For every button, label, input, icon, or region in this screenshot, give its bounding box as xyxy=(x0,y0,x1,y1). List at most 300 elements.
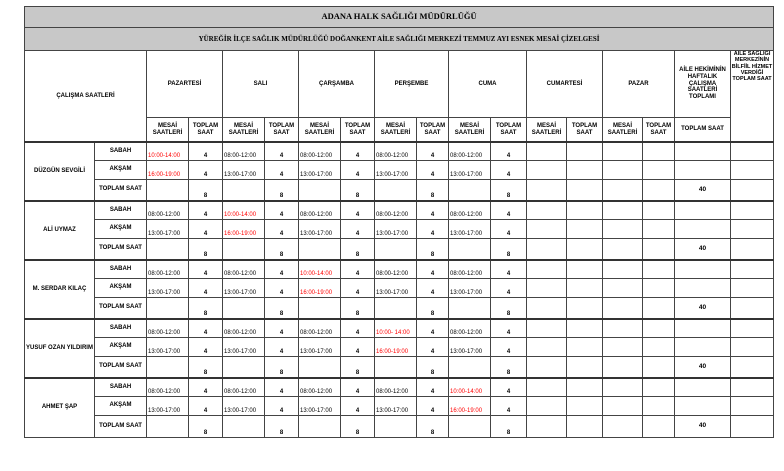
table-row xyxy=(25,378,774,397)
shift-hours: 4 xyxy=(189,220,223,239)
shift-label-sabah: SABAH xyxy=(95,201,147,220)
weekly-total: 40 xyxy=(675,179,731,201)
shift-time: 13:00-17:00 xyxy=(449,220,491,239)
day-header-thursday: PERŞEMBE xyxy=(375,51,449,118)
empty-cell xyxy=(147,179,189,201)
empty-cell xyxy=(731,179,774,201)
day-total: 8 xyxy=(189,297,223,319)
empty-cell xyxy=(731,415,774,437)
toplam-col-header: TOPLAM SAAT xyxy=(417,118,449,143)
empty-cell xyxy=(299,238,341,260)
empty-cell xyxy=(603,201,643,220)
mesai-col-header: MESAİ SAATLERİ xyxy=(603,118,643,143)
day-total: 8 xyxy=(341,297,375,319)
empty-cell xyxy=(527,179,567,201)
shift-hours: 4 xyxy=(417,338,449,357)
day-total: 8 xyxy=(341,415,375,437)
empty-cell xyxy=(567,378,603,397)
shift-time: 13:00-17:00 xyxy=(147,279,189,298)
empty-cell xyxy=(731,238,774,260)
day-header-friday: CUMA xyxy=(449,51,527,118)
center-total-header: AİLE SAĞLIĞI MERKEZİNİN BİLFİİL HİZMET VERDİĞİ TOPLAM SAAT xyxy=(731,51,774,143)
day-total: 8 xyxy=(491,179,527,201)
table-row xyxy=(25,338,774,357)
shift-label-sabah: SABAH xyxy=(95,319,147,338)
shift-label-aksam: AKŞAM xyxy=(95,220,147,239)
day-total: 8 xyxy=(189,415,223,437)
day-header-saturday: CUMARTESİ xyxy=(527,51,603,118)
shift-hours: 4 xyxy=(491,279,527,298)
shift-hours: 4 xyxy=(265,279,299,298)
empty-cell xyxy=(567,201,603,220)
empty-cell xyxy=(731,279,774,298)
sheet-subtitle: YÜREĞİR İLÇE SAĞLIK MÜDÜRLÜĞÜ DOĞANKENT AİLE SAĞLIĞI MERKEZİ TEMMUZ AYI ESNEK MESAİ ÇİZELGESİ xyxy=(25,28,774,51)
shift-hours: 4 xyxy=(189,201,223,220)
empty-cell xyxy=(731,260,774,279)
shift-time: 13:00-17:00 xyxy=(299,220,341,239)
shift-time: 08:00-12:00 xyxy=(449,142,491,161)
empty-cell xyxy=(223,356,265,378)
empty-cell xyxy=(527,338,567,357)
staff-name: M. SERDAR KILAÇ xyxy=(25,260,95,319)
table-row xyxy=(25,260,774,279)
day-total: 8 xyxy=(265,356,299,378)
shift-hours: 4 xyxy=(265,220,299,239)
empty-cell xyxy=(375,415,417,437)
shift-time: 08:00-12:00 xyxy=(223,260,265,279)
shift-hours: 4 xyxy=(341,397,375,416)
shift-time: 08:00-12:00 xyxy=(449,319,491,338)
empty-cell xyxy=(375,297,417,319)
empty-cell xyxy=(567,297,603,319)
weekly-total: 40 xyxy=(675,297,731,319)
empty-cell xyxy=(731,161,774,180)
shift-time: 08:00-12:00 xyxy=(147,260,189,279)
shift-time: 13:00-17:00 xyxy=(375,279,417,298)
day-total: 8 xyxy=(341,238,375,260)
empty-cell xyxy=(147,297,189,319)
shift-hours: 4 xyxy=(341,142,375,161)
empty-cell xyxy=(449,415,491,437)
schedule-table xyxy=(24,6,774,438)
day-total: 8 xyxy=(265,415,299,437)
empty-cell xyxy=(527,220,567,239)
shift-hours: 4 xyxy=(265,397,299,416)
shift-hours: 4 xyxy=(491,338,527,357)
empty-cell xyxy=(603,378,643,397)
shift-time: 08:00-12:00 xyxy=(223,378,265,397)
empty-cell xyxy=(731,397,774,416)
toplam-col-header: TOPLAM SAAT xyxy=(341,118,375,143)
staff-name: AHMET ŞAP xyxy=(25,378,95,437)
shift-hours: 4 xyxy=(189,397,223,416)
empty-cell xyxy=(299,297,341,319)
shift-time: 13:00-17:00 xyxy=(299,397,341,416)
shift-hours: 4 xyxy=(265,142,299,161)
empty-cell xyxy=(603,260,643,279)
table-row xyxy=(25,297,774,319)
day-total: 8 xyxy=(189,356,223,378)
mesai-col-header: MESAİ SAATLERİ xyxy=(449,118,491,143)
empty-cell xyxy=(449,238,491,260)
day-total: 8 xyxy=(341,179,375,201)
shift-label-aksam: AKŞAM xyxy=(95,161,147,180)
shift-time: 13:00-17:00 xyxy=(375,220,417,239)
empty-cell xyxy=(675,378,731,397)
day-header-wednesday: ÇARŞAMBA xyxy=(299,51,375,118)
empty-cell xyxy=(147,238,189,260)
empty-cell xyxy=(675,142,731,161)
shift-time: 13:00-17:00 xyxy=(299,161,341,180)
shift-hours: 4 xyxy=(491,378,527,397)
empty-cell xyxy=(643,319,675,338)
shift-hours: 4 xyxy=(341,161,375,180)
shift-time: 08:00-12:00 xyxy=(223,142,265,161)
empty-cell xyxy=(567,142,603,161)
weekly-total-header: AİLE HEKİMİNİN HAFTALIK ÇALIŞMA SAATLERİ TOPLAMI xyxy=(675,51,731,118)
shift-hours: 4 xyxy=(189,338,223,357)
empty-cell xyxy=(731,338,774,357)
table-row xyxy=(25,220,774,239)
empty-cell xyxy=(567,338,603,357)
empty-cell xyxy=(731,142,774,161)
staff-name: ALİ UYMAZ xyxy=(25,201,95,260)
empty-cell xyxy=(527,319,567,338)
toplam-col-header: TOPLAM SAAT xyxy=(265,118,299,143)
empty-cell xyxy=(603,338,643,357)
shift-time: 08:00-12:00 xyxy=(299,142,341,161)
shift-hours: 4 xyxy=(491,397,527,416)
empty-cell xyxy=(299,356,341,378)
empty-cell xyxy=(643,142,675,161)
shift-label-sabah: SABAH xyxy=(95,142,147,161)
shift-hours: 4 xyxy=(265,338,299,357)
shift-time: 13:00-17:00 xyxy=(223,397,265,416)
mesai-col-header: MESAİ SAATLERİ xyxy=(527,118,567,143)
empty-cell xyxy=(603,415,643,437)
staff-name: YUSUF OZAN YILDIRIM xyxy=(25,319,95,378)
empty-cell xyxy=(731,297,774,319)
shift-label-sabah: SABAH xyxy=(95,260,147,279)
shift-label-aksam: AKŞAM xyxy=(95,397,147,416)
empty-cell xyxy=(567,356,603,378)
empty-cell xyxy=(147,356,189,378)
day-header-sunday: PAZAR xyxy=(603,51,675,118)
shift-time: 16:00-19:00 xyxy=(449,397,491,416)
empty-cell xyxy=(223,297,265,319)
empty-cell xyxy=(567,279,603,298)
empty-cell xyxy=(527,297,567,319)
empty-cell xyxy=(675,397,731,416)
toplam-col-header: TOPLAM SAAT xyxy=(643,118,675,143)
day-total: 8 xyxy=(491,238,527,260)
table-row xyxy=(25,279,774,298)
table-row xyxy=(25,356,774,378)
shift-hours: 4 xyxy=(189,319,223,338)
shift-label-total: TOPLAM SAAT xyxy=(95,238,147,260)
day-total: 8 xyxy=(265,238,299,260)
day-total: 8 xyxy=(417,415,449,437)
empty-cell xyxy=(299,179,341,201)
empty-cell xyxy=(675,161,731,180)
shift-time: 08:00-12:00 xyxy=(147,201,189,220)
empty-cell xyxy=(567,179,603,201)
shift-label-total: TOPLAM SAAT xyxy=(95,297,147,319)
empty-cell xyxy=(223,415,265,437)
shift-time: 13:00-17:00 xyxy=(375,161,417,180)
shift-label-sabah: SABAH xyxy=(95,378,147,397)
shift-hours: 4 xyxy=(189,142,223,161)
empty-cell xyxy=(643,179,675,201)
empty-cell xyxy=(675,279,731,298)
shift-hours: 4 xyxy=(341,220,375,239)
shift-hours: 4 xyxy=(417,378,449,397)
shift-hours: 4 xyxy=(265,319,299,338)
empty-cell xyxy=(603,142,643,161)
shift-time: 13:00-17:00 xyxy=(223,338,265,357)
empty-cell xyxy=(603,397,643,416)
empty-cell xyxy=(147,415,189,437)
shift-hours: 4 xyxy=(417,220,449,239)
shift-time: 08:00-12:00 xyxy=(223,319,265,338)
weekly-total: 40 xyxy=(675,238,731,260)
day-total: 8 xyxy=(491,356,527,378)
day-total: 8 xyxy=(491,297,527,319)
shift-time: 08:00-12:00 xyxy=(299,319,341,338)
empty-cell xyxy=(567,319,603,338)
shift-hours: 4 xyxy=(417,319,449,338)
empty-cell xyxy=(643,356,675,378)
empty-cell xyxy=(603,220,643,239)
empty-cell xyxy=(603,179,643,201)
shift-hours: 4 xyxy=(265,378,299,397)
shift-hours: 4 xyxy=(491,161,527,180)
empty-cell xyxy=(375,238,417,260)
mesai-col-header: MESAİ SAATLERİ xyxy=(223,118,265,143)
day-total: 8 xyxy=(341,356,375,378)
empty-cell xyxy=(643,161,675,180)
shift-hours: 4 xyxy=(189,378,223,397)
empty-cell xyxy=(603,319,643,338)
day-total: 8 xyxy=(265,297,299,319)
day-total: 8 xyxy=(417,179,449,201)
shift-hours: 4 xyxy=(491,260,527,279)
empty-cell xyxy=(449,297,491,319)
shift-hours: 4 xyxy=(189,161,223,180)
shift-time: 13:00-17:00 xyxy=(449,161,491,180)
shift-time: 13:00-17:00 xyxy=(299,338,341,357)
shift-hours: 4 xyxy=(265,201,299,220)
shift-time: 08:00-12:00 xyxy=(375,260,417,279)
toplam-col-header: TOPLAM SAAT xyxy=(567,118,603,143)
empty-cell xyxy=(527,238,567,260)
empty-cell xyxy=(731,356,774,378)
shift-hours: 4 xyxy=(417,201,449,220)
table-row xyxy=(25,319,774,338)
table-row xyxy=(25,179,774,201)
table-row xyxy=(25,161,774,180)
empty-cell xyxy=(527,378,567,397)
shift-hours: 4 xyxy=(491,220,527,239)
empty-cell xyxy=(567,260,603,279)
shift-time: 08:00-12:00 xyxy=(299,378,341,397)
shift-hours: 4 xyxy=(341,319,375,338)
shift-time: 16:00-19:00 xyxy=(299,279,341,298)
empty-cell xyxy=(603,161,643,180)
empty-cell xyxy=(527,356,567,378)
day-total: 8 xyxy=(189,238,223,260)
shift-time: 10:00- 14:00 xyxy=(375,319,417,338)
shift-label-total: TOPLAM SAAT xyxy=(95,415,147,437)
sheet-title: ADANA HALK SAĞLIĞI MÜDÜRLÜĞÜ xyxy=(25,7,774,28)
empty-cell xyxy=(527,260,567,279)
mesai-col-header: MESAİ SAATLERİ xyxy=(299,118,341,143)
day-total: 8 xyxy=(417,297,449,319)
mesai-col-header: MESAİ SAATLERİ xyxy=(375,118,417,143)
shift-time: 08:00-12:00 xyxy=(375,201,417,220)
shift-label-aksam: AKŞAM xyxy=(95,338,147,357)
shift-time: 13:00-17:00 xyxy=(147,220,189,239)
toplam-col-header: TOPLAM SAAT xyxy=(491,118,527,143)
empty-cell xyxy=(527,142,567,161)
empty-cell xyxy=(731,378,774,397)
shift-hours: 4 xyxy=(189,279,223,298)
empty-cell xyxy=(643,201,675,220)
shift-time: 08:00-12:00 xyxy=(449,201,491,220)
shift-time: 13:00-17:00 xyxy=(449,279,491,298)
empty-cell xyxy=(731,319,774,338)
empty-cell xyxy=(603,279,643,298)
shift-time: 08:00-12:00 xyxy=(375,142,417,161)
empty-cell xyxy=(567,220,603,239)
day-header-tuesday: SALI xyxy=(223,51,299,118)
empty-cell xyxy=(567,397,603,416)
shift-hours: 4 xyxy=(417,260,449,279)
empty-cell xyxy=(567,238,603,260)
shift-hours: 4 xyxy=(491,142,527,161)
table-row xyxy=(25,415,774,437)
shift-hours: 4 xyxy=(491,201,527,220)
empty-cell xyxy=(223,179,265,201)
empty-cell xyxy=(603,356,643,378)
empty-cell xyxy=(643,338,675,357)
shift-hours: 4 xyxy=(265,161,299,180)
shift-hours: 4 xyxy=(341,338,375,357)
empty-cell xyxy=(643,378,675,397)
empty-cell xyxy=(643,279,675,298)
shift-hours: 4 xyxy=(265,260,299,279)
empty-cell xyxy=(675,319,731,338)
empty-cell xyxy=(375,179,417,201)
empty-cell xyxy=(675,220,731,239)
shift-label-aksam: AKŞAM xyxy=(95,279,147,298)
empty-cell xyxy=(643,238,675,260)
empty-cell xyxy=(567,415,603,437)
shift-time: 16:00-19:00 xyxy=(147,161,189,180)
empty-cell xyxy=(731,220,774,239)
empty-cell xyxy=(675,260,731,279)
day-total: 8 xyxy=(189,179,223,201)
table-row xyxy=(25,238,774,260)
shift-hours: 4 xyxy=(417,397,449,416)
weekly-total-subheader: TOPLAM SAAT xyxy=(675,118,731,143)
weekly-total: 40 xyxy=(675,356,731,378)
shift-time: 08:00-12:00 xyxy=(375,378,417,397)
shift-hours: 4 xyxy=(341,378,375,397)
shift-label-total: TOPLAM SAAT xyxy=(95,179,147,201)
day-total: 8 xyxy=(417,356,449,378)
empty-cell xyxy=(449,179,491,201)
shift-time: 13:00-17:00 xyxy=(223,161,265,180)
staff-name: DÜZGÜN SEVGİLİ xyxy=(25,142,95,201)
empty-cell xyxy=(603,297,643,319)
empty-cell xyxy=(527,201,567,220)
day-total: 8 xyxy=(491,415,527,437)
shift-time: 08:00-12:00 xyxy=(147,319,189,338)
empty-cell xyxy=(527,161,567,180)
empty-cell xyxy=(643,220,675,239)
empty-cell xyxy=(643,260,675,279)
shift-time: 10:00-14:00 xyxy=(299,260,341,279)
toplam-col-header: TOPLAM SAAT xyxy=(189,118,223,143)
shift-time: 13:00-17:00 xyxy=(147,397,189,416)
day-header-monday: PAZARTESİ xyxy=(147,51,223,118)
shift-time: 13:00-17:00 xyxy=(449,338,491,357)
empty-cell xyxy=(731,201,774,220)
empty-cell xyxy=(299,415,341,437)
shift-time: 08:00-12:00 xyxy=(449,260,491,279)
empty-cell xyxy=(567,161,603,180)
shift-time: 08:00-12:00 xyxy=(299,201,341,220)
shift-time: 16:00-19:00 xyxy=(223,220,265,239)
day-total: 8 xyxy=(265,179,299,201)
shift-hours: 4 xyxy=(189,260,223,279)
table-row xyxy=(25,201,774,220)
shift-hours: 4 xyxy=(417,142,449,161)
shift-label-total: TOPLAM SAAT xyxy=(95,356,147,378)
empty-cell xyxy=(643,297,675,319)
empty-cell xyxy=(223,238,265,260)
empty-cell xyxy=(527,279,567,298)
shift-hours: 4 xyxy=(417,161,449,180)
shift-hours: 4 xyxy=(341,260,375,279)
shift-time: 10:00-14:00 xyxy=(223,201,265,220)
shift-time: 10:00-14:00 xyxy=(147,142,189,161)
shift-hours: 4 xyxy=(341,279,375,298)
shift-time: 13:00-17:00 xyxy=(375,397,417,416)
shift-hours: 4 xyxy=(341,201,375,220)
empty-cell xyxy=(643,415,675,437)
empty-cell xyxy=(527,415,567,437)
working-hours-header: ÇALIŞMA SAATLERİ xyxy=(25,51,147,143)
mesai-col-header: MESAİ SAATLERİ xyxy=(147,118,189,143)
shift-time: 16:00-19:00 xyxy=(375,338,417,357)
weekly-total: 40 xyxy=(675,415,731,437)
shift-time: 08:00-12:00 xyxy=(147,378,189,397)
shift-time: 13:00-17:00 xyxy=(223,279,265,298)
shift-hours: 4 xyxy=(491,319,527,338)
shift-time: 10:00-14:00 xyxy=(449,378,491,397)
empty-cell xyxy=(675,338,731,357)
empty-cell xyxy=(643,397,675,416)
table-row xyxy=(25,397,774,416)
shift-time: 13:00-17:00 xyxy=(147,338,189,357)
table-row xyxy=(25,142,774,161)
empty-cell xyxy=(375,356,417,378)
day-total: 8 xyxy=(417,238,449,260)
empty-cell xyxy=(449,356,491,378)
shift-hours: 4 xyxy=(417,279,449,298)
